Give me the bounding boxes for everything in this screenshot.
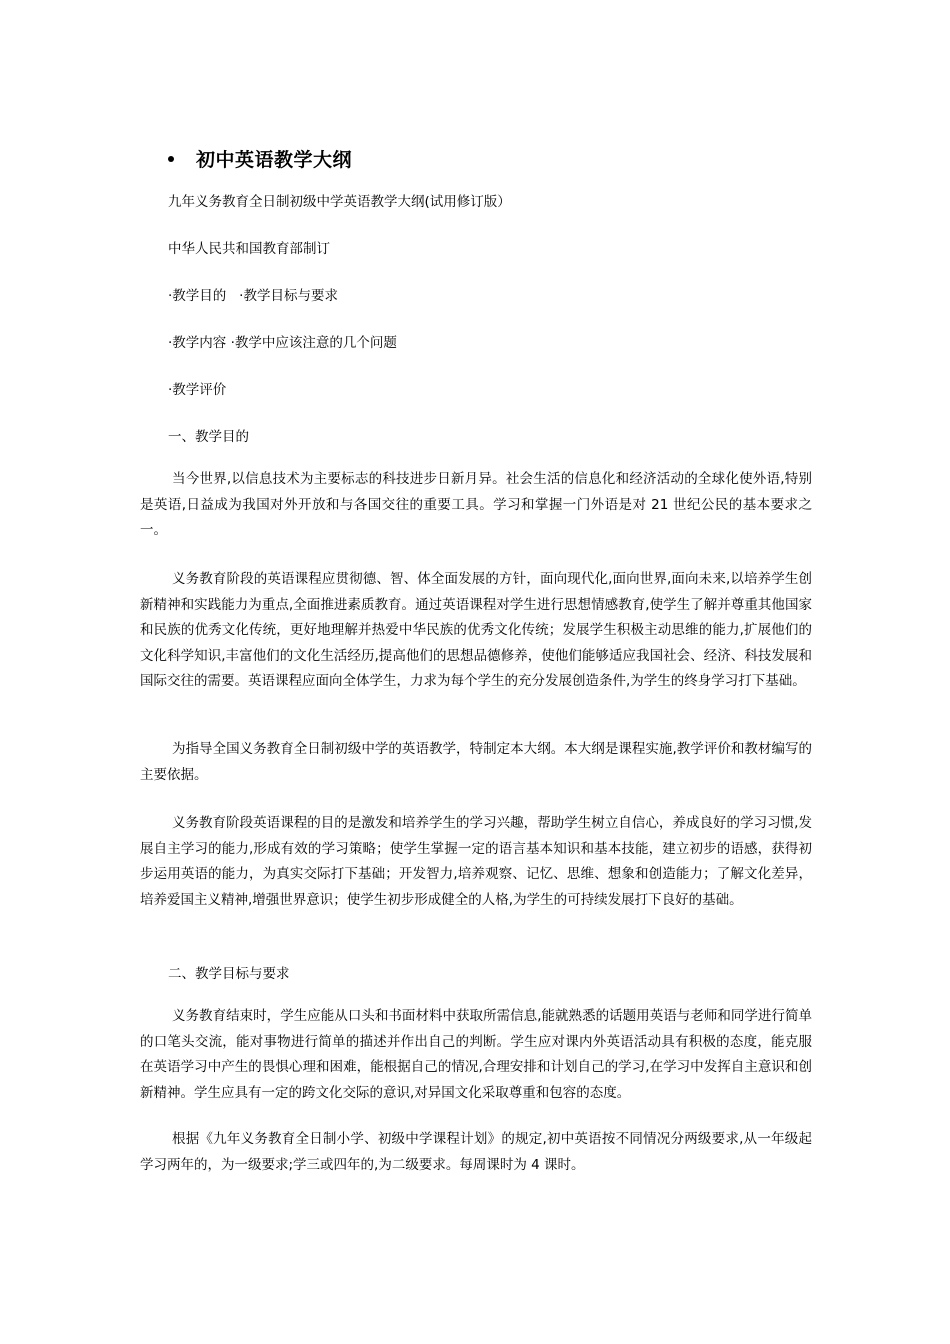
paragraph: 义务教育阶段英语课程的目的是激发和培养学生的学习兴趣，帮助学生树立自信心，养成良好的学习习惯,发展自主学习的能力,形成有效的学习策略；使学生掌握一定的语言基本知识和基本技能，建立初步的语感，获得初步运用英语的能力，为真实交际打下基础；开发智力,培养观察、记忆、思维、想象和创造能力；了解文化差异，培养爱国主义精神,增强世界意识；使学生初步形成健全的人格,为学生的可持续发展打下良好的基础。 [140,815,812,908]
document-subtitle: 九年义务教育全日制初级中学英语教学大纲(试用修订版） [168,194,511,210]
bullet-icon [168,156,174,162]
toc-line-1: ·教学目的 ·教学目标与要求 [168,288,338,304]
toc-line-3: ·教学评价 [168,382,227,398]
paragraph: 根据《九年义务教育全日制小学、初级中学课程计划》的规定,初中英语按不同情况分两级要求,从一年级起学习两年的，为一级要求;学三或四年的,为二级要求。每周课时为 4 课时。 [140,1131,812,1173]
toc-line-2: ·教学内容 ·教学中应该注意的几个问题 [168,335,397,351]
paragraph: 义务教育结束时，学生应能从口头和书面材料中获取所需信息,能就熟悉的话题用英语与老师和同学进行简单的口笔头交流，能对事物进行简单的描述并作出自己的判断。学生应对课内外英语活动具有积极的态度，能克服在英语学习中产生的畏惧心理和困难，能根据自己的情况,合理安排和计划自己的学习,在学习中发挥自主意识和创新精神。学生应具有一定的跨文化交际的意识,对异国文化采取尊重和包容的态度。 [140,1008,812,1101]
document-title: 初中英语教学大纲 [196,148,353,171]
issuer-line: 中华人民共和国教育部制订 [168,241,330,257]
paragraph: 为指导全国义务教育全日制初级中学的英语教学，特制定本大纲。本大纲是课程实施,教学评价和教材编写的主要依据。 [140,741,812,783]
section-heading-2: 二、教学目标与要求 [168,966,290,982]
paragraph: 当今世界,以信息技术为主要标志的科技进步日新月异。社会生活的信息化和经济活动的全球化使外语,特别是英语,日益成为我国对外开放和与各国交往的重要工具。学习和掌握一门外语是对 21 世纪公民的基本要求之一。 [140,471,812,539]
section-heading-1: 一、教学目的 [168,429,249,445]
paragraph: 义务教育阶段的英语课程应贯彻德、智、体全面发展的方针，面向现代化,面向世界,面向未来,以培养学生创新精神和实践能力为重点,全面推进素质教育。通过英语课程对学生进行思想情感教育,使学生了解并尊重其他国家和民族的优秀文化传统，更好地理解并热爱中华民族的优秀文化传统；发展学生积极主动思维的能力,扩展他们的文化科学知识,丰富他们的文化生活经历,提高他们的思想品德修养，使他们能够适应我国社会、经济、科技发展和国际交往的需要。英语课程应面向全体学生，力求为每个学生的充分发展创造条件,为学生的终身学习打下基础。 [140,571,812,690]
title-row [168,143,352,173]
